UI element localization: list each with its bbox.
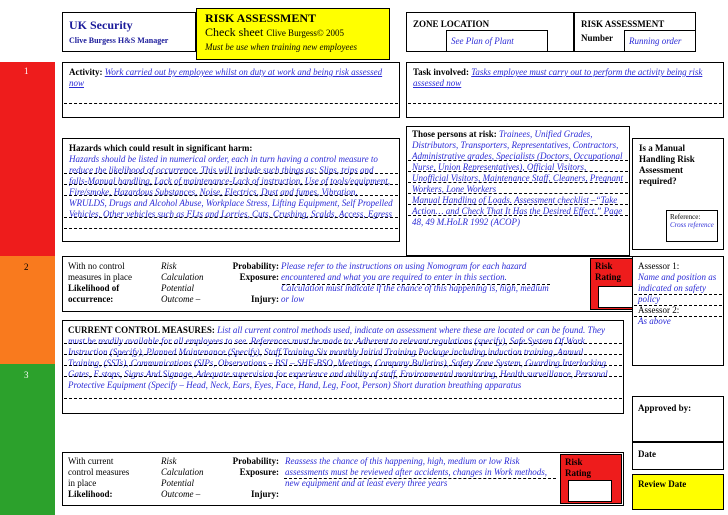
assessor-line-2: [634, 305, 722, 306]
risk-before-rating-label: Risk Rating: [595, 261, 622, 282]
approved-box: [632, 396, 724, 442]
hazards-line-5: [64, 228, 398, 229]
zone-value: See Plan of Plant: [451, 36, 514, 46]
risk-before-col1-line-4: occurrence:: [68, 294, 114, 304]
risk-after-col1-line-4: Likelihood:: [68, 489, 113, 499]
reference-field[interactable]: [666, 210, 718, 242]
approved-label: Approved by:: [638, 403, 692, 413]
risk-after-col1: [68, 456, 129, 500]
title-box: [196, 8, 390, 60]
control-label: CURRENT CONTROL MEASURES:: [68, 325, 215, 335]
activity-box: [62, 62, 400, 118]
control-line-4: [64, 376, 622, 377]
risk-after-line: [284, 478, 556, 479]
band-label-3: 3: [24, 370, 29, 380]
activity-text: Work carried out by employee whilst on duty at work and being risk assessed now: [69, 67, 383, 88]
zone-label: ZONE LOCATION: [413, 19, 490, 29]
assessor-line-1: [634, 294, 722, 295]
org-name: UK Security: [69, 18, 133, 32]
control-line-2: [64, 354, 622, 355]
assessor1-label: Assessor 1:: [638, 261, 680, 271]
risk-after-col2-line-1: Risk: [161, 456, 177, 466]
risk-before-col2-line-4: Outcome –: [161, 294, 201, 304]
risk-before-col2-line-2: Calculation: [161, 272, 204, 282]
risk-before-line: [282, 284, 550, 285]
control-text: List all current control methods used, indicate on assessment where these are located or can be found. They must be readily available for all employees to see. References must be made to: Adherent to relevant regulations (specify), Safe System Of Work Instruction (Specify), Planned Maintenance (Specify), Staff Training Six monthly Initial Training Package including induction training, Annual Training, (SSTs), Communications (SIPs, Observations – BSI – SHF-BSO, Meetings, Company Bulletins), Safety Zone System, Guarding Interlocking Gates, E stops, Signs And Signage, Adequate supervision for experience and ability of staff, Environmental monitoring, Health surveillance, Personal Protective Equipment (Specify – Head, Neck, Ears, Eyes, Face, Hand, Leg, Foot, Person) Short duration breathing apparatus: [68, 325, 608, 390]
risk-after-note: Reassess the chance of this happening, high, medium or low Risk assessments must be reviewed after accidents, changes in Work methods, new equipment and at least every three years: [285, 456, 548, 488]
risk-before-col2-line-3: Potential: [161, 283, 194, 293]
risk-before-col1-line-2: measures in place: [68, 272, 132, 282]
risk-before-col1-line-3: Likelihood of: [68, 283, 120, 293]
band-label-1: 1: [24, 66, 29, 76]
task-box: [406, 62, 724, 118]
band-label-2: 2: [24, 262, 29, 272]
date-label: Date: [638, 449, 656, 459]
persons-line-6: [408, 215, 628, 216]
task-line: [408, 103, 722, 104]
risk-before-col1-line-1: With no control: [68, 261, 125, 271]
risk-after-box: [62, 452, 624, 506]
band-red: [0, 62, 55, 256]
hazards-line-1: [64, 173, 398, 174]
risk-after-col1-line-1: With current: [68, 456, 114, 466]
risk-after-col3-line-2: Exposure:: [239, 467, 279, 477]
assessor2-value: As above: [638, 316, 671, 326]
risk-after-col2: [161, 456, 204, 500]
ra-number-value: Running order: [629, 36, 682, 46]
risk-after-col1-line-3: in place: [68, 478, 97, 488]
risk-after-col3: [213, 456, 279, 500]
task-text: Tasks employee must carry out to perform the activity being risk assessed now: [413, 67, 703, 88]
risk-after-col2-line-4: Outcome –: [161, 489, 201, 499]
ra-number-field[interactable]: [624, 30, 696, 52]
subtitle-note: Must be use when training new employees: [205, 42, 357, 52]
assessor-line-3: [634, 316, 722, 317]
band-green: [0, 364, 55, 515]
risk-before-col3-line-3: [213, 283, 279, 294]
control-line-1: [64, 343, 622, 344]
manual-question: Is a Manual Handling Risk Assessment required?: [639, 143, 695, 186]
assessors-box: [632, 256, 724, 366]
risk-before-col1: [68, 261, 132, 305]
risk-before-col3: [213, 261, 279, 305]
persons-manual-text: Manual Handling of Loads. Assessment checklist –“Take Action… and Check That It Has the Desired Effect.” Page 48, 49 M.HoLR 1992 (ACOP): [412, 195, 623, 227]
risk-after-col3-line-3: [213, 478, 279, 489]
persons-line-3: [408, 182, 628, 183]
persons-line-4: [408, 193, 628, 194]
risk-before-col3-line-2: Exposure:: [239, 272, 279, 282]
review-box: [632, 474, 724, 510]
persons-text: Trainees, Unified Grades, Distributors, Transporters, Representatives, Contractors, Administrative grades, Specialists (Doctors, Occupational Nurse, Union Representatives), Official Visitors, Unofficial Visitors, Maintenance Staff, Cleaners, Pregnant Workers, Lone Workers: [412, 129, 623, 194]
date-box: [632, 442, 724, 470]
control-line-3: [64, 365, 622, 366]
zone-value-field[interactable]: [446, 30, 548, 52]
assessor1-value: Name and position as indicated on safety policy: [638, 272, 717, 304]
persons-box: [406, 126, 630, 256]
org-box: [62, 12, 196, 52]
reference-value: Cross reference: [670, 221, 714, 229]
risk-before-note: Please refer to the instructions on using Nomogram for each hazard encountered and what you are required to enter in this section. Calculation must indicate if the chance of this happening is, high, medium or low: [281, 261, 549, 304]
control-box: [62, 320, 624, 414]
ra-number-label: Number: [581, 33, 613, 43]
hazards-line-2: [64, 184, 398, 185]
risk-before-col3-line-4: Injury:: [250, 294, 279, 304]
persons-line-2: [408, 171, 628, 172]
risk-after-col2-line-2: Calculation: [161, 467, 204, 477]
risk-after-col3-line-4: Injury:: [250, 489, 279, 499]
activity-label: Activity:: [69, 67, 103, 77]
risk-before-col3-line-1: Probability:: [232, 261, 279, 271]
risk-after-rating-label: Risk Rating: [565, 457, 592, 478]
persons-label: Those persons at risk:: [412, 129, 497, 139]
activity-line: [64, 103, 398, 104]
org-sub: Clive Burgess H&S Manager: [69, 36, 169, 45]
risk-after-rating-input[interactable]: [568, 480, 612, 502]
subtitle-main: Check sheet: [205, 25, 267, 39]
persons-line-1: [408, 160, 628, 161]
assessor2-label: Assessor 2:: [638, 305, 680, 315]
subtitle-small: Clive Burgess© 2005: [266, 28, 344, 38]
review-label: Review Date: [638, 479, 687, 489]
hazards-box: [62, 138, 400, 242]
risk-before-col2-line-1: Risk: [161, 261, 177, 271]
risk-after-col3-line-1: Probability:: [232, 456, 279, 466]
persons-line-5: [408, 204, 628, 205]
task-label: Task involved:: [413, 67, 469, 77]
hazards-line-4: [64, 217, 398, 218]
subtitle: [205, 25, 344, 40]
control-line-5: [64, 398, 622, 399]
risk-after-col1-line-2: control measures: [68, 467, 130, 477]
hazards-text: Hazards should be listed in numerical order, each in turn having a control measure to reduce the likelihood of occurrence. This will include such things as: Slips, trips and falls-Manual handling, Lack of maintenance-Lack of instruction, Use of tools/equipment, Fire/smoke, Hazardous Substances, Noise, Electrics, Dust and fumes, Vibration, WRULDS, Drugs and Alcohol Abuse, Workplace Stress, Lifting Equipment, Self Propelled Vehicles, Other vehicles such as FLts and Lorries, Cuts, Crushing, Scalds, Access, Egress: [69, 154, 393, 219]
hazards-label: Hazards which could result in significant harm:: [69, 143, 253, 153]
risk-after-col2-line-3: Potential: [161, 478, 194, 488]
ra-label: RISK ASSESSMENT: [581, 19, 665, 29]
page-title: RISK ASSESSMENT: [205, 11, 317, 25]
risk-before-col2: [161, 261, 204, 305]
reference-label: Reference:: [670, 213, 701, 221]
hazards-line-3: [64, 195, 398, 196]
